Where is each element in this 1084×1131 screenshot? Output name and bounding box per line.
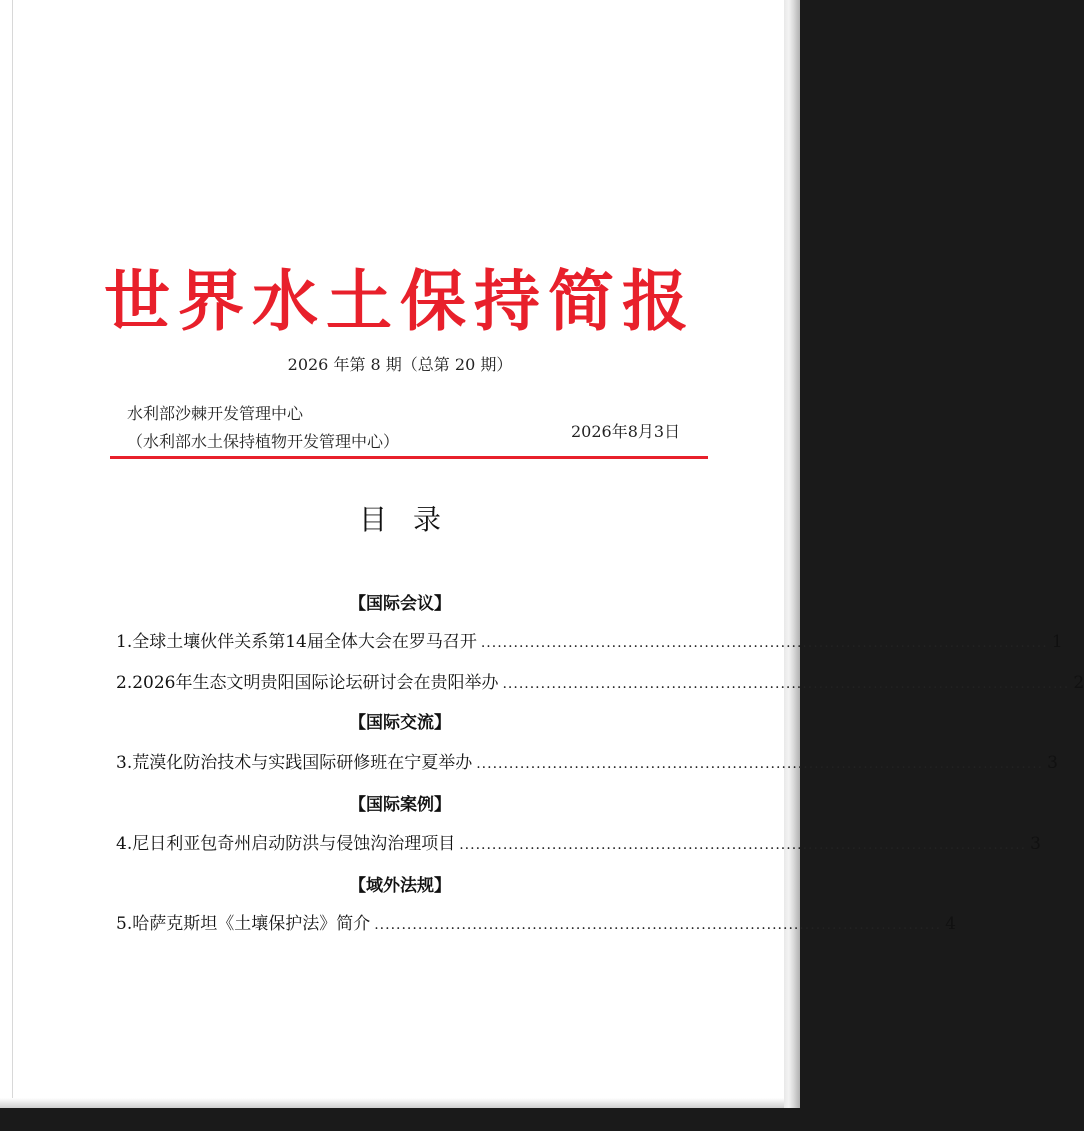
toc-leader-dots: ........................................................................................................ <box>374 917 942 933</box>
toc-entry-title: 3.荒漠化防治技术与实践国际研修班在宁夏举办 <box>116 753 473 773</box>
toc-entry-page: 3 <box>1047 753 1058 773</box>
publisher-name: 水利部沙棘开发管理中心 <box>127 404 304 423</box>
publish-date: 2026年8月3日 <box>571 422 681 441</box>
toc-section-heading: 【域外法规】 <box>349 876 451 896</box>
masthead-title: 世界水土保持简报 <box>104 263 696 340</box>
toc-title: 目录 <box>358 503 467 536</box>
toc-entry[interactable] <box>116 668 1084 694</box>
page-bottom-shadow <box>0 1098 784 1108</box>
toc-entry-page: 4 <box>945 914 956 934</box>
page-left-edge <box>12 0 13 1108</box>
toc-entry-title: 5.哈萨克斯坦《土壤保护法》简介 <box>116 914 371 934</box>
page-right-edge <box>784 0 800 1108</box>
toc-section-heading: 【国际案例】 <box>349 795 451 815</box>
toc-entry-page: 2 <box>1073 673 1084 693</box>
toc-entry[interactable] <box>116 829 1041 855</box>
publisher-block <box>127 400 399 456</box>
issue-line: 2026 年第 8 期（总第 20 期） <box>287 355 513 374</box>
toc-section-heading: 【国际会议】 <box>349 594 451 614</box>
toc-leader-dots: ........................................................................................................ <box>476 756 1044 772</box>
publisher-alt-name: （水利部水土保持植物开发管理中心） <box>127 432 400 451</box>
toc-entry-title: 2.2026年生态文明贵阳国际论坛研讨会在贵阳举办 <box>116 673 499 693</box>
toc-leader-dots: ........................................................................................................ <box>459 837 1027 853</box>
toc-entry-page: 3 <box>1030 834 1041 854</box>
toc-entry-page: 1 <box>1051 632 1063 652</box>
header-divider <box>110 456 708 459</box>
toc-entry-title: 4.尼日利亚包奇州启动防洪与侵蚀沟治理项目 <box>116 834 456 854</box>
toc-section-heading: 【国际交流】 <box>349 713 451 733</box>
toc-entry[interactable] <box>116 748 1058 774</box>
toc-entry[interactable] <box>116 909 956 935</box>
toc-entry-title: 1.全球土壤伙伴关系第14届全体大会在罗马召开 <box>116 632 477 652</box>
toc-entry[interactable] <box>116 627 1063 653</box>
toc-leader-dots: ........................................................................................................ <box>502 676 1070 692</box>
toc-leader-dots: ........................................................................................................ <box>480 635 1048 651</box>
